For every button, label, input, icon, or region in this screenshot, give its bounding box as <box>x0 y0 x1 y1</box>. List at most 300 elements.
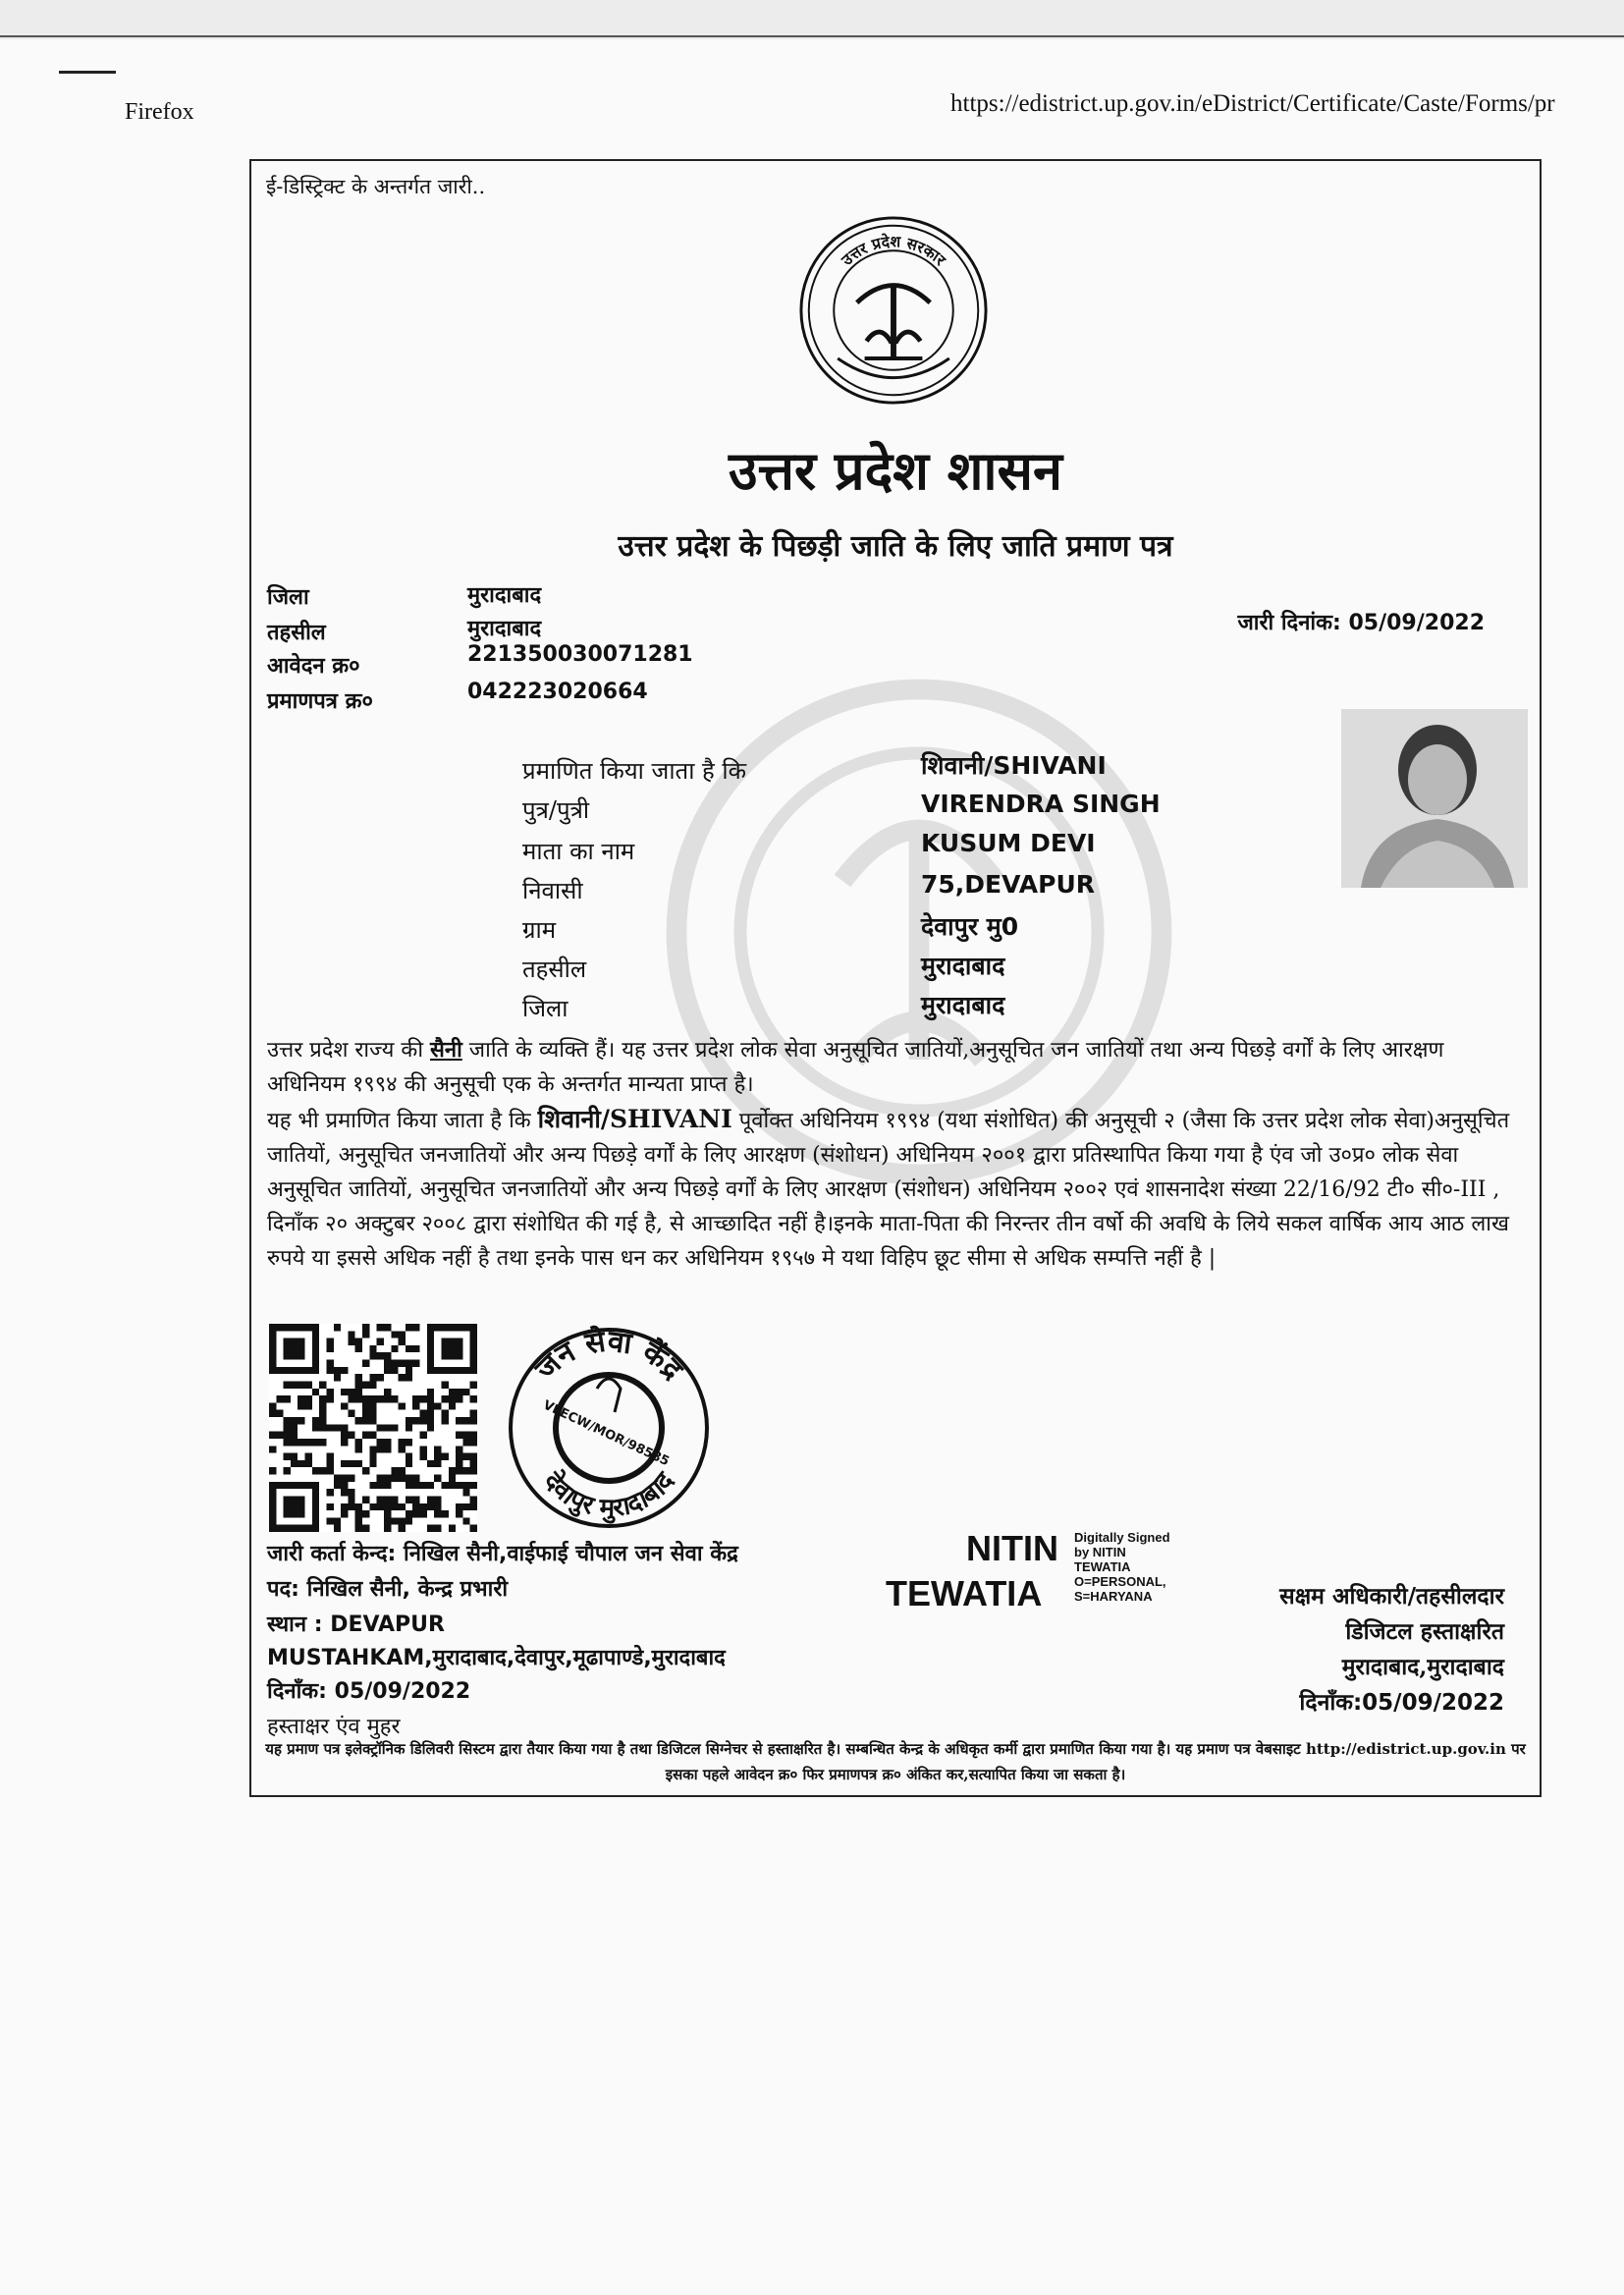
qr-module <box>377 1482 384 1489</box>
qr-module <box>334 1482 341 1489</box>
qr-module <box>391 1345 398 1352</box>
meta-label-tehsil: तहसील <box>267 620 326 645</box>
meta-value-application-no: 221350030071281 <box>467 642 693 667</box>
qr-module <box>348 1489 354 1496</box>
qr-module <box>355 1345 362 1352</box>
qr-module <box>377 1439 384 1446</box>
qr-module <box>284 1417 291 1424</box>
qr-module <box>406 1510 412 1517</box>
qr-module <box>326 1395 333 1402</box>
digital-sign-name-1: NITIN <box>966 1528 1058 1568</box>
qr-module <box>456 1453 462 1460</box>
qr-module <box>406 1517 412 1524</box>
qr-module <box>312 1424 319 1431</box>
qr-module <box>291 1453 298 1460</box>
qr-module <box>369 1432 376 1439</box>
qr-module <box>384 1424 391 1431</box>
qr-module <box>462 1417 469 1424</box>
qr-module <box>362 1432 369 1439</box>
paragraph-person-name: शिवानी/SHIVANI <box>537 1105 732 1133</box>
qr-module <box>412 1482 419 1489</box>
qr-module <box>369 1345 376 1352</box>
qr-module <box>399 1525 406 1532</box>
qr-module <box>399 1374 406 1381</box>
qr-module <box>384 1446 391 1452</box>
issue-date-label: जारी दिनांक: <box>1237 611 1341 635</box>
qr-module <box>326 1424 333 1431</box>
qr-module <box>369 1417 376 1424</box>
qr-module <box>319 1381 326 1388</box>
qr-module <box>391 1424 398 1431</box>
qr-module <box>470 1453 477 1460</box>
qr-module <box>456 1467 462 1474</box>
qr-module <box>470 1496 477 1503</box>
qr-module <box>369 1402 376 1409</box>
qr-module <box>269 1432 276 1439</box>
digital-sign-line-3: TEWATIA <box>1074 1559 1131 1574</box>
meta-value-certificate-no: 042223020664 <box>467 680 648 704</box>
qr-module <box>470 1467 477 1474</box>
qr-module <box>369 1503 376 1510</box>
certificate-footnote: यह प्रमाण पत्र इलेक्ट्रॉनिक डिलिवरी सिस्टम द्वारा तैयार किया गया है तथा डिजिटल सिग्नेचर से हस्ताक्षरित है। सम्बन्धित केन्द्र के अधिकृत कर्मी द्वारा प्रमाणित किया गया है। यह प्रमाण पत्र वेबसाइट http://edistrict.up.gov.in पर इसका पहले आवेदन क्र० फिर प्रमाणपत्र क्र० अंकित कर,सत्यापित किया जा सकता है। <box>265 1740 1526 1783</box>
qr-module <box>369 1410 376 1417</box>
person-label-child-of: पुत्र/पुत्री <box>522 796 590 824</box>
qr-module <box>319 1417 326 1424</box>
qr-module <box>399 1503 406 1510</box>
qr-module <box>362 1417 369 1424</box>
issuer-center: जारी कर्ता केन्द: निखिल सैनी,वाईफाई चौपाल जन सेवा केंद्र <box>267 1542 738 1566</box>
qr-module <box>391 1367 398 1374</box>
qr-module <box>326 1503 333 1510</box>
qr-module <box>456 1417 462 1424</box>
qr-module <box>377 1475 384 1482</box>
qr-module <box>291 1417 298 1424</box>
qr-module <box>362 1510 369 1517</box>
qr-module <box>305 1460 312 1467</box>
qr-module <box>341 1510 348 1517</box>
qr-module <box>341 1489 348 1496</box>
qr-module <box>420 1453 427 1460</box>
qr-module <box>348 1496 354 1503</box>
qr-module <box>384 1525 391 1532</box>
qr-module <box>284 1381 291 1388</box>
qr-module <box>434 1503 441 1510</box>
qr-module <box>334 1367 341 1374</box>
qr-module <box>427 1424 434 1431</box>
qr-module <box>326 1467 333 1474</box>
paragraph-creamy-lead: यह भी प्रमाणित किया जाता है कि <box>267 1109 538 1133</box>
qr-module <box>369 1482 376 1489</box>
qr-module <box>362 1381 369 1388</box>
certificate-body <box>267 1033 1528 1276</box>
qr-module <box>355 1395 362 1402</box>
qr-module <box>362 1324 369 1331</box>
qr-module <box>369 1374 376 1381</box>
qr-module <box>420 1503 427 1510</box>
stamp-top-text: जन सेवा केंद्र <box>528 1324 690 1388</box>
qr-module <box>326 1339 333 1345</box>
qr-module <box>406 1482 412 1489</box>
qr-module <box>449 1395 456 1402</box>
qr-module <box>319 1410 326 1417</box>
stamp-middle-text: VLECW/MOR/98585 <box>540 1397 672 1470</box>
qr-module <box>276 1432 283 1439</box>
qr-module <box>305 1453 312 1460</box>
qr-module <box>312 1389 319 1395</box>
qr-module <box>341 1439 348 1446</box>
qr-module <box>384 1475 391 1482</box>
qr-module <box>412 1510 419 1517</box>
qr-module <box>434 1525 441 1532</box>
qr-module <box>456 1446 462 1452</box>
person-label-tehsil: तहसील <box>522 956 587 983</box>
qr-module <box>384 1395 391 1402</box>
qr-module <box>462 1503 469 1510</box>
qr-module <box>462 1489 469 1496</box>
qr-module <box>406 1417 412 1424</box>
emblem-text: उत्तर प्रदेश सरकार <box>838 232 950 270</box>
qr-module <box>369 1381 376 1388</box>
issuer-date: दिनाँक: 05/09/2022 <box>267 1679 471 1704</box>
officer-title: सक्षम अधिकारी/तहसीलदार <box>1279 1583 1504 1610</box>
qr-module <box>427 1460 434 1467</box>
qr-module <box>441 1410 448 1417</box>
qr-module <box>377 1446 384 1452</box>
print-mark <box>59 71 116 74</box>
qr-module <box>406 1439 412 1446</box>
browser-url: https://edistrict.up.gov.in/eDistrict/Certificate/Caste/Forms/pr <box>950 90 1555 117</box>
qr-module <box>427 1482 434 1489</box>
person-value-mother: KUSUM DEVI <box>921 829 1096 857</box>
qr-module <box>420 1510 427 1517</box>
qr-module <box>384 1367 391 1374</box>
qr-module <box>456 1460 462 1467</box>
qr-module <box>412 1496 419 1503</box>
qr-module <box>377 1352 384 1359</box>
qr-module <box>427 1410 434 1417</box>
qr-module <box>312 1439 319 1446</box>
qr-module <box>284 1467 291 1474</box>
qr-module <box>456 1482 462 1489</box>
qr-module <box>348 1339 354 1345</box>
qr-module <box>449 1525 456 1532</box>
qr-module <box>427 1389 434 1395</box>
qr-module <box>456 1503 462 1510</box>
qr-module <box>427 1525 434 1532</box>
qr-module <box>384 1324 391 1331</box>
qr-module <box>441 1395 448 1402</box>
qr-module <box>462 1432 469 1439</box>
qr-module <box>441 1453 448 1460</box>
qr-module <box>334 1517 341 1524</box>
qr-module <box>399 1360 406 1367</box>
qr-module <box>326 1367 333 1374</box>
qr-module <box>412 1324 419 1331</box>
qr-module <box>456 1432 462 1439</box>
qr-module <box>269 1410 276 1417</box>
qr-module <box>348 1460 354 1467</box>
qr-module <box>348 1389 354 1395</box>
qr-module <box>355 1525 362 1532</box>
qr-module <box>462 1482 469 1489</box>
qr-module <box>291 1381 298 1388</box>
qr-module <box>312 1467 319 1474</box>
qr-module <box>462 1389 469 1395</box>
meta-label-certificate-no: प्रमाणपत्र क्र० <box>267 688 373 714</box>
qr-module <box>291 1424 298 1431</box>
qr-module <box>434 1453 441 1460</box>
qr-module <box>355 1389 362 1395</box>
qr-module <box>384 1439 391 1446</box>
csc-stamp-icon <box>491 1310 727 1546</box>
qr-module <box>319 1467 326 1474</box>
qr-module <box>470 1381 477 1388</box>
qr-module <box>319 1395 326 1402</box>
qr-module <box>348 1410 354 1417</box>
qr-module <box>470 1482 477 1489</box>
qr-module <box>362 1525 369 1532</box>
qr-module <box>384 1510 391 1517</box>
paragraph-creamy-rest: पूर्वोक्त अधिनियम १९९४ (यथा संशोधित) की अनुसूची २ (जैसा कि उत्तर प्रदेश लोक सेवा)अनुसूचित जातियों, अनुसूचित जनजातियों और अन्य पिछड़े वर्गों के लिए आरक्षण (संशोधन) अधिनियम २००१ द्वारा प्रतिस्थापित किया गया है एंव जो उ०प्र० लोक सेवा अनुसूचित जातियों, अनुसूचित जनजातियों और अन्य पिछड़े वर्गों के लिए आरक्षण (संशोधन) अधिनियम २००२ एवं शासनादेश संख्या 22/16/92 टी० सी०-III , दिनाँक २० अक्टुबर २००८ द्वारा संशोधित की गई है, से आच्छादित नहीं है।इनके माता-पिता की निरन्तर तीन वर्षो की अवधि के लिये सकल वार्षिक आय आठ लाख रुपये या इससे अधिक नहीं है तथा इनके पास धन कर अधिनियम १९५७ मे यथा विहिप छूट सीमा से अधिक सम्पत्ति नहीं है | <box>267 1109 1510 1271</box>
qr-module <box>406 1460 412 1467</box>
qr-module <box>456 1395 462 1402</box>
qr-module <box>362 1395 369 1402</box>
qr-module <box>341 1460 348 1467</box>
qr-module <box>406 1496 412 1503</box>
person-value-resident: 75,DEVAPUR <box>921 870 1095 899</box>
meta-value-district: मुरादाबाद <box>467 583 542 608</box>
qr-module <box>420 1417 427 1424</box>
meta-label-application-no: आवेदन क्र० <box>267 653 360 679</box>
qr-module <box>377 1496 384 1503</box>
qr-module <box>341 1367 348 1374</box>
qr-module <box>355 1374 362 1381</box>
qr-module <box>470 1439 477 1446</box>
qr-module <box>427 1503 434 1510</box>
qr-module <box>470 1395 477 1402</box>
qr-module <box>348 1503 354 1510</box>
qr-module <box>399 1402 406 1409</box>
qr-module <box>420 1446 427 1452</box>
qr-module <box>334 1424 341 1431</box>
qr-module <box>305 1395 312 1402</box>
qr-module <box>462 1517 469 1524</box>
meta-label-district: जिला <box>267 584 309 610</box>
qr-module <box>391 1517 398 1524</box>
qr-module <box>449 1475 456 1482</box>
qr-module <box>326 1345 333 1352</box>
qr-module <box>369 1395 376 1402</box>
qr-module <box>412 1402 419 1409</box>
qr-module <box>384 1389 391 1395</box>
qr-module <box>462 1439 469 1446</box>
qr-module <box>326 1517 333 1524</box>
qr-module <box>427 1395 434 1402</box>
qr-module <box>399 1517 406 1524</box>
paragraph-creamy-layer <box>267 1102 1528 1276</box>
qr-module <box>334 1374 341 1381</box>
qr-module <box>326 1389 333 1395</box>
officer-date: दिनाँक:05/09/2022 <box>1299 1690 1504 1716</box>
qr-module <box>427 1402 434 1409</box>
paragraph-caste-rest: जाति के व्यक्ति हैं। यह उत्तर प्रदेश लोक सेवा अनुसूचित जातियों,अनुसूचित जन जातियों तथा अन्य पिछड़े वर्गों के लिए आरक्षण अधिनियम १९९४ की अनुसूची एक के अन्तर्गत मान्यता प्राप्त है। <box>267 1038 1444 1097</box>
qr-module <box>284 1424 291 1431</box>
qr-module <box>377 1424 384 1431</box>
qr-module <box>441 1510 448 1517</box>
qr-module <box>355 1503 362 1510</box>
stamp-bottom-text: देवापुर मुरादाबाद <box>537 1466 680 1524</box>
person-value-district: मुरादाबाद <box>921 991 1005 1019</box>
qr-module <box>355 1460 362 1467</box>
qr-module <box>384 1517 391 1524</box>
qr-module <box>434 1402 441 1409</box>
qr-module <box>362 1496 369 1503</box>
qr-module <box>441 1381 448 1388</box>
qr-module <box>391 1467 398 1474</box>
qr-module <box>441 1482 448 1489</box>
browser-name: Firefox <box>125 99 194 125</box>
qr-module <box>284 1432 291 1439</box>
qr-module <box>384 1503 391 1510</box>
qr-module <box>412 1417 419 1424</box>
qr-module <box>470 1503 477 1510</box>
qr-module <box>298 1402 304 1409</box>
qr-module <box>362 1360 369 1367</box>
qr-module <box>399 1467 406 1474</box>
qr-module <box>399 1446 406 1452</box>
issuer-sign-seal: हस्ताक्षर एंव मुहर <box>267 1715 401 1739</box>
person-value-father: VIRENDRA SINGH <box>921 790 1161 818</box>
qr-module <box>355 1381 362 1388</box>
qr-module <box>291 1432 298 1439</box>
issue-date-value: 05/09/2022 <box>1348 611 1485 635</box>
qr-module <box>348 1331 354 1338</box>
qr-module <box>326 1360 333 1367</box>
qr-code-icon <box>269 1322 477 1534</box>
qr-module <box>412 1395 419 1402</box>
qr-module <box>399 1475 406 1482</box>
qr-module <box>334 1475 341 1482</box>
qr-module <box>470 1410 477 1417</box>
person-label-mother: माता का नाम <box>522 838 635 865</box>
person-label-certified: प्रमाणित किया जाता है कि <box>522 757 747 785</box>
qr-module <box>355 1446 362 1452</box>
qr-module <box>412 1360 419 1367</box>
qr-module <box>470 1460 477 1467</box>
qr-module <box>434 1475 441 1482</box>
caste-name: सैनी <box>430 1037 462 1063</box>
qr-module <box>298 1439 304 1446</box>
qr-module <box>305 1381 312 1388</box>
qr-module <box>269 1402 276 1409</box>
qr-module <box>319 1439 326 1446</box>
person-value-tehsil: मुरादाबाद <box>921 952 1005 980</box>
qr-module <box>362 1467 369 1474</box>
qr-module <box>391 1475 398 1482</box>
paragraph-caste <box>267 1033 1528 1102</box>
qr-module <box>284 1439 291 1446</box>
qr-module <box>284 1395 291 1402</box>
qr-module <box>305 1402 312 1409</box>
qr-module <box>434 1496 441 1503</box>
paragraph-caste-lead: उत्तर प्रदेश राज्य की <box>267 1038 431 1063</box>
qr-module <box>377 1324 384 1331</box>
qr-module <box>406 1345 412 1352</box>
qr-module <box>470 1525 477 1532</box>
qr-module <box>406 1475 412 1482</box>
qr-module <box>341 1503 348 1510</box>
certificate-frame <box>249 159 1542 1797</box>
digital-sign-line-2: by NITIN <box>1074 1545 1126 1559</box>
qr-module <box>341 1432 348 1439</box>
qr-module <box>456 1389 462 1395</box>
qr-module <box>420 1432 427 1439</box>
qr-module <box>348 1395 354 1402</box>
qr-module <box>269 1467 276 1474</box>
qr-module <box>291 1439 298 1446</box>
qr-module <box>449 1482 456 1489</box>
qr-module <box>284 1453 291 1460</box>
qr-module <box>369 1460 376 1467</box>
qr-module <box>326 1453 333 1460</box>
qr-module <box>420 1395 427 1402</box>
qr-module <box>334 1324 341 1331</box>
qr-module <box>298 1417 304 1424</box>
digital-sign-line-4: O=PERSONAL, <box>1074 1574 1166 1589</box>
issuer-place: स्थान : DEVAPUR <box>267 1612 445 1637</box>
issued-under-text: ई-डिस्ट्रिक्ट के अन्तर्गत जारी.. <box>266 175 486 198</box>
qr-module <box>391 1331 398 1338</box>
qr-module <box>298 1395 304 1402</box>
qr-module <box>377 1395 384 1402</box>
qr-module <box>341 1402 348 1409</box>
person-photo-icon <box>1341 709 1528 888</box>
qr-module <box>449 1467 456 1474</box>
qr-module <box>412 1345 419 1352</box>
qr-module <box>377 1339 384 1345</box>
qr-module <box>319 1424 326 1431</box>
qr-module <box>377 1374 384 1381</box>
qr-module <box>312 1417 319 1424</box>
qr-module <box>406 1374 412 1381</box>
issuer-post: पद: निखिल सैनी, केन्द्र प्रभारी <box>267 1577 509 1602</box>
up-emblem-icon <box>797 214 990 407</box>
qr-module <box>412 1503 419 1510</box>
qr-module <box>470 1417 477 1424</box>
qr-module <box>434 1460 441 1467</box>
digital-sign-name-2: TEWATIA <box>886 1573 1043 1613</box>
qr-module <box>355 1339 362 1345</box>
qr-module <box>420 1482 427 1489</box>
person-label-resident: निवासी <box>522 877 583 904</box>
qr-module <box>326 1489 333 1496</box>
digital-sign-details <box>1074 1530 1170 1604</box>
qr-module <box>369 1453 376 1460</box>
qr-module <box>384 1360 391 1367</box>
issue-date <box>1237 607 1485 636</box>
person-value-name: शिवानी/SHIVANI <box>921 751 1107 780</box>
qr-module <box>449 1402 456 1409</box>
qr-module <box>348 1475 354 1482</box>
qr-module <box>377 1503 384 1510</box>
person-label-village: ग्राम <box>522 916 557 944</box>
qr-module <box>298 1381 304 1388</box>
qr-module <box>341 1389 348 1395</box>
qr-module <box>298 1460 304 1467</box>
qr-module <box>369 1446 376 1452</box>
person-value-village: देवापुर मु0 <box>921 912 1019 941</box>
qr-module <box>269 1446 276 1452</box>
